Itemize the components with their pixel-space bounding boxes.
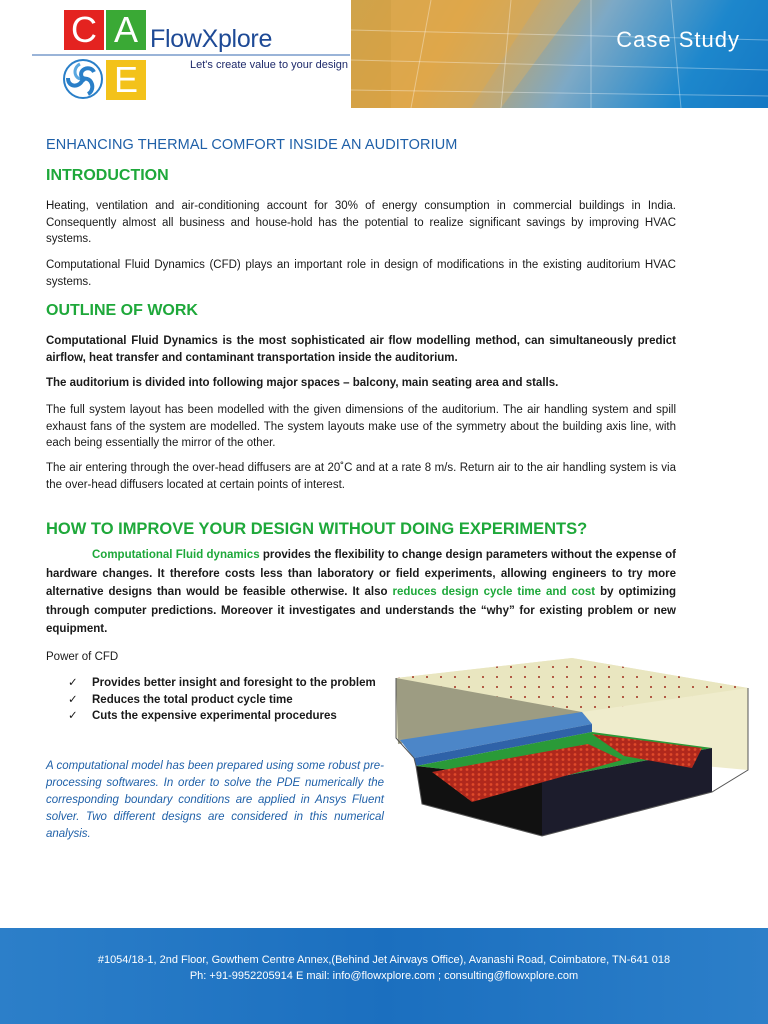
list-item-text: Reduces the total product cycle time bbox=[92, 693, 293, 706]
cfd-highlight: Computational Fluid dynamics bbox=[92, 549, 260, 561]
outline-paragraph-1: Computational Fluid Dynamics is the most sophisticated air flow modelling method, can simultaneously predict airflow, heat transfer and contaminant transportation inside the auditorium. bbox=[46, 335, 676, 364]
checkmark-icon: ✓ bbox=[68, 677, 78, 689]
power-of-cfd-title: Power of CFD bbox=[46, 651, 119, 663]
footer bbox=[0, 928, 768, 1024]
logo-letter-c: C bbox=[64, 10, 104, 50]
banner-graphic bbox=[351, 0, 768, 108]
brand-divider bbox=[32, 54, 350, 56]
list-item-text: Cuts the expensive experimental procedures bbox=[92, 710, 337, 722]
heading-improve-design: HOW TO IMPROVE YOUR DESIGN WITHOUT DOING EXPERIMENTS? bbox=[46, 520, 588, 538]
heading-outline-of-work: OUTLINE OF WORK bbox=[46, 302, 198, 319]
outline-paragraph-3: The full system layout has been modelled with the given dimensions of the auditorium. The air handling system and spill exhaust fans of the system are modelled. The system layouts make use of the symmetry about the building axis line, with each being essentially the mirror of the other. bbox=[46, 404, 676, 449]
footer-address: #1054/18-1, 2nd Floor, Gowthem Centre Annex,(Behind Jet Airways Office), Avanashi Road, Coimbatore, TN-641 018 bbox=[97, 954, 671, 966]
outline-paragraph-2: The auditorium is divided into following major spaces – balcony, main seating area and stalls. bbox=[46, 377, 559, 389]
list-item bbox=[68, 708, 384, 725]
logo-letter-a: A bbox=[106, 10, 146, 50]
list-item bbox=[68, 675, 384, 692]
document-title: ENHANCING THERMAL COMFORT INSIDE AN AUDITORIUM bbox=[46, 137, 458, 153]
checkmark-icon: ✓ bbox=[68, 710, 78, 722]
header-banner bbox=[351, 0, 768, 108]
brand-tagline: Let's create value to your design bbox=[190, 59, 349, 71]
checkmark-icon: ✓ bbox=[68, 693, 78, 706]
brand-name: FlowXplore bbox=[150, 25, 273, 53]
footer-contact: Ph: +91-9952205914 E mail: info@flowxplore.com ; consulting@flowxplore.com bbox=[189, 970, 579, 982]
improve-paragraph bbox=[46, 546, 676, 639]
intro-paragraph-1: Heating, ventilation and air-conditioning account for 30% of energy consumption in commercial buildings in India. Consequently almost all business and house-hold has the potential to realize significant savings by improving HVAC systems. bbox=[46, 200, 676, 245]
swirl-logo-icon bbox=[62, 58, 104, 100]
model-description-note: A computational model has been prepared using some robust pre-processing softwares. In order to solve the PDE numerically the corresponding boundary conditions are applied in Ansys Fluent solver. Two different designs are considered in this numerical analysis. bbox=[46, 760, 384, 840]
improve-text-b: by optimizing through computer predictions. Moreover it investigates and understands the “why” for existing problem or new equipment. bbox=[46, 586, 676, 635]
heading-introduction: INTRODUCTION bbox=[46, 167, 169, 184]
cycle-time-highlight: reduces design cycle time and cost bbox=[392, 586, 596, 598]
list-item bbox=[68, 692, 384, 709]
power-of-cfd-list bbox=[68, 675, 384, 725]
outline-paragraph-4: The air entering through the over-head diffusers are at 20˚C and at a rate 8 m/s. Return air to the air handling system is via the over-head diffusers located at certain points of interest. bbox=[46, 462, 676, 491]
list-item-text: Provides better insight and foresight to the problem bbox=[92, 677, 376, 689]
logo-letter-e: E bbox=[106, 60, 146, 100]
improve-text-a: provides the flexibility to change design parameters without the expense of hardware changes. It therefore costs less than laboratory or field experiments, allowing engineers to try more alternative designs than would be feasible otherwise. It also bbox=[46, 549, 676, 598]
intro-paragraph-2: Computational Fluid Dynamics (CFD) plays an important role in design of modifications in the existing auditorium HVAC systems. bbox=[46, 259, 676, 288]
case-study-label: Case Study bbox=[616, 27, 740, 52]
cfd-auditorium-model-image bbox=[392, 652, 752, 838]
